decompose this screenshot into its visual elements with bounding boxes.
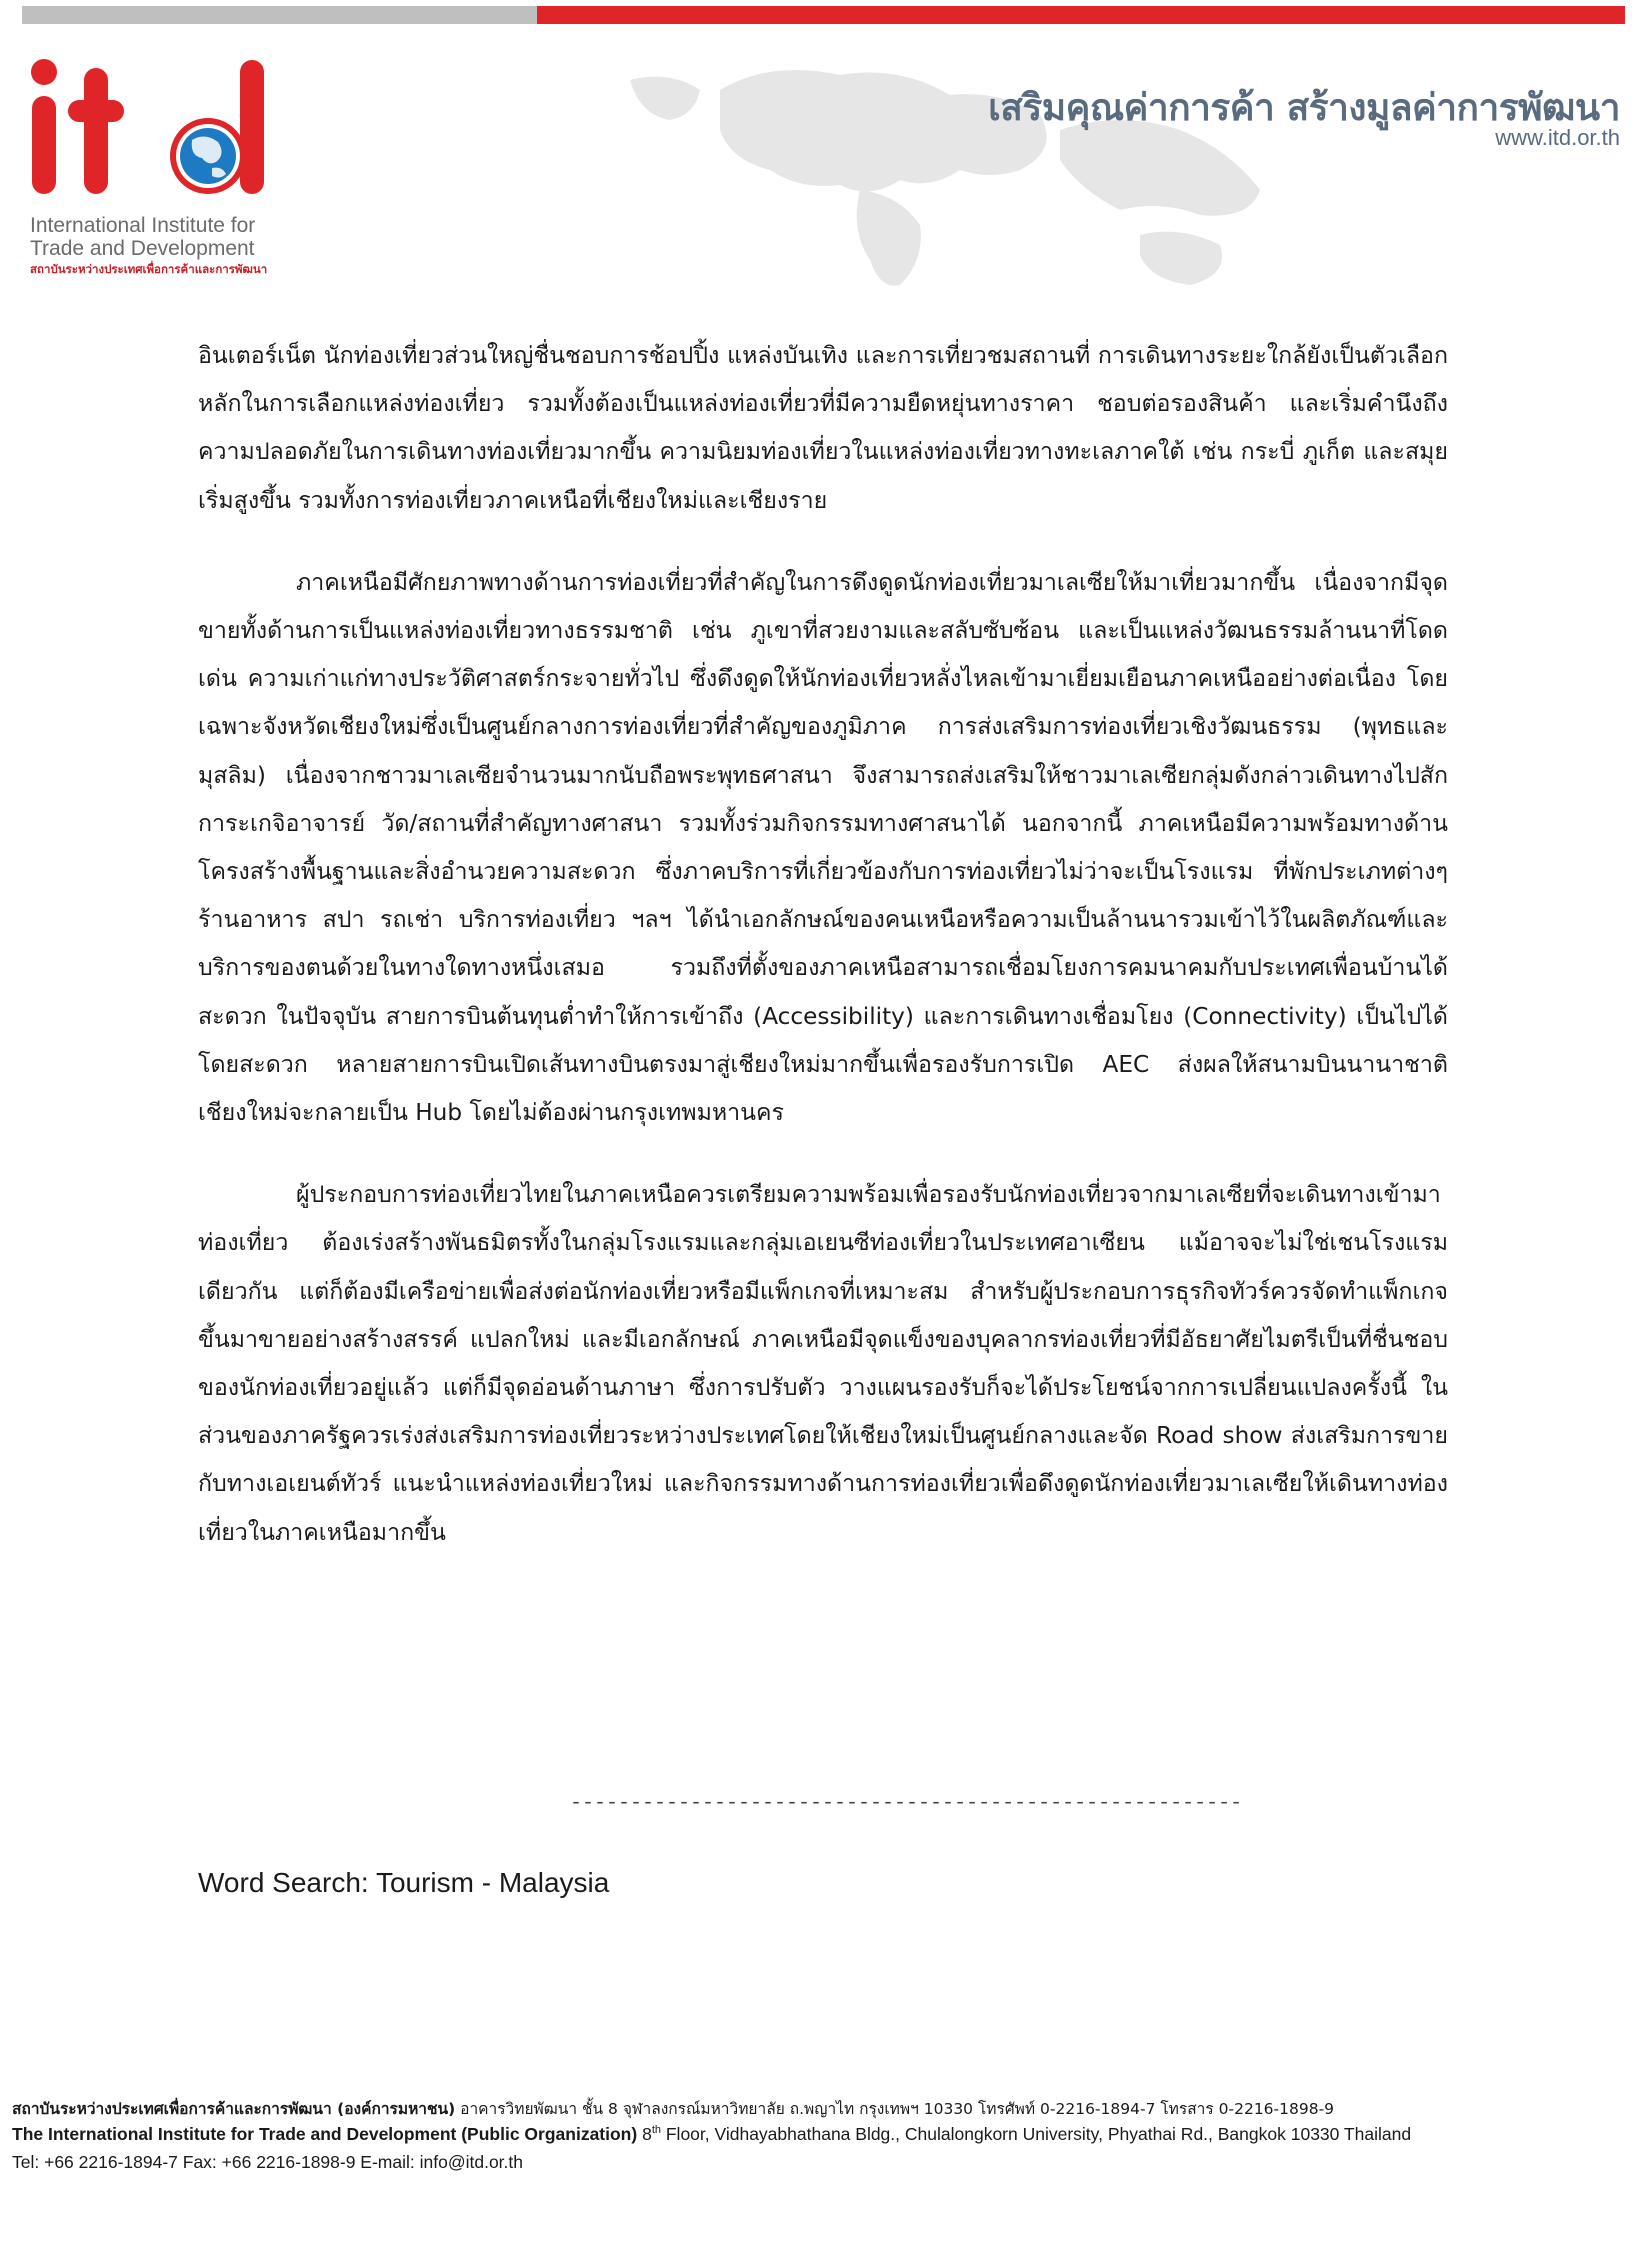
dashed-divider: --------------------------------------------------------	[570, 1792, 1243, 1815]
footer-line-english	[12, 2124, 1642, 2145]
footer-contact: Tel: +66 2216-1894-7 Fax: +66 2216-1898-9 E-mail: info@itd.or.th	[12, 2152, 523, 2172]
footer-floor-number: 8	[637, 2124, 652, 2144]
logo-thai-name: สถาบันระหว่างประเทศเพื่อการค้าและการพัฒนา	[30, 262, 268, 276]
word-search-label: Word Search: Tourism - Malaysia	[198, 1867, 610, 1898]
world-map-watermark	[300, 20, 1280, 300]
footer-english-address: Floor, Vidhayabhathana Bldg., Chulalongkorn University, Phyathai Rd., Bangkok 10330 Thailand	[661, 2124, 1412, 2144]
footer-floor-suffix: th	[651, 2124, 661, 2137]
header-slogan: เสริมคุณค่าการค้า สร้างมูลค่าการพัฒนา	[988, 86, 1620, 129]
paragraph-1: อินเตอร์เน็ต นักท่องเที่ยวส่วนใหญ่ชื่นชอบการช้อปปิ้ง แหล่งบันเทิง และการเที่ยวชมสถานที่ การเดินทางระยะใกล้ยังเป็นตัวเลือกหลักในการเลือกแหล่งท่องเที่ยว รวมทั้งต้องเป็นแหล่งท่องเที่ยวที่มีความยืดหยุ่นทางราคา ชอบต่อรองสินค้า และเริ่มคำนึงถึงความปลอดภัยในการเดินทางท่องเที่ยวมากขึ้น ความนิยมท่องเที่ยวในแหล่งท่องเที่ยวทางทะเลภาคใต้ เช่น กระบี่ ภูเก็ต และสมุย เริ่มสูงขึ้น รวมทั้งการท่องเที่ยวภาคเหนือที่เชียงใหม่และเชียงราย	[198, 342, 1448, 514]
paragraph-2: ภาคเหนือมีศักยภาพทางด้านการท่องเที่ยวที่สำคัญในการดึงดูดนักท่องเที่ยวมาเลเซียให้มาเที่ยวมากขึ้น เนื่องจากมีจุดขายทั้งด้านการเป็นแหล่งท่องเที่ยวทางธรรมชาติ เช่น ภูเขาที่สวยงามและสลับซับซ้อน และเป็นแหล่งวัฒนธรรมล้านนาที่โดดเด่น ความเก่าแก่ทางประวัติศาสตร์กระจายทั่วไป ซึ่งดึงดูดให้นักท่องเที่ยวหลั่งไหลเข้ามาเยี่ยมเยือนภาคเหนืออย่างต่อเนื่อง โดยเฉพาะจังหวัดเชียงใหม่ซึ่งเป็นศูนย์กลางการท่องเที่ยวที่สำคัญของภูมิภาค การส่งเสริมการท่องเที่ยวเชิงวัฒนธรรม (พุทธและมุสลิม) เนื่องจากชาวมาเลเซียจำนวนมากนับถือพระพุทธศาสนา จึงสามารถส่งเสริมให้ชาวมาเลเซียกลุ่มดังกล่าวเดินทางไปสักการะเกจิอาจารย์ วัด/สถานที่สำคัญทางศาสนา รวมทั้งร่วมกิจกรรมทางศาสนาได้ นอกจากนี้ ภาคเหนือมีความพร้อมทางด้านโครงสร้างพื้นฐานและสิ่งอำนวยความสะดวก ซึ่งภาคบริการที่เกี่ยวข้องกับการท่องเที่ยวไม่ว่าจะเป็นโรงแรม ที่พักประเภทต่างๆ ร้านอาหาร สปา รถเช่า บริการท่องเที่ยว ฯลฯ ได้นำเอกลักษณ์ของคนเหนือหรือความเป็นล้านนารวมเข้าไว้ในผลิตภัณฑ์และบริการของตนด้วยในทางใดทางหนึ่งเสมอ รวมถึงที่ตั้งของภาคเหนือสามารถเชื่อมโยงการคมนาคมกับประเทศเพื่อนบ้านได้สะดวก ในปัจจุบัน สายการบินต้นทุนต่ำทำให้การเข้าถึง (Accessibility) และการเดินทางเชื่อมโยง (Connectivity) เป็นไปได้โดยสะดวก หลายสายการบินเปิดเส้นทางบินตรงมาสู่เชียงใหม่มากขึ้นเพื่อรองรับการเปิด AEC ส่งผลให้สนามบินนานาชาติเชียงใหม่จะกลายเป็น Hub โดยไม่ต้องผ่านกรุงเทพมหานคร	[198, 568, 1448, 1127]
article-body	[198, 332, 1448, 1557]
logo-english-line1: International Institute for	[30, 214, 256, 237]
footer-thai-address: อาคารวิทยพัฒนา ชั้น 8 จุฬาลงกรณ์มหาวิทยาลัย ถ.พญาไท กรุงเทพฯ 10330 โทรศัพท์ 0-2216-1894-7 โทรสาร 0-2216-1898-9	[455, 2100, 1335, 2118]
logo-english-line2: Trade and Development	[30, 237, 255, 260]
header-website: www.itd.or.th	[1495, 125, 1620, 150]
footer-thai-org-name: สถาบันระหว่างประเทศเพื่อการค้าและการพัฒนา (องค์การมหาชน)	[12, 2100, 456, 2118]
paragraph-3: ผู้ประกอบการท่องเที่ยวไทยในภาคเหนือควรเตรียมความพร้อมเพื่อรองรับนักท่องเที่ยวจากมาเลเซียที่จะเดินทางเข้ามาท่องเที่ยว ต้องเร่งสร้างพันธมิตรทั้งในกลุ่มโรงแรมและกลุ่มเอเยนซีท่องเที่ยวในประเทศอาเซียน แม้อาจจะไม่ใช่เชนโรงแรมเดียวกัน แต่ก็ต้องมีเครือข่ายเพื่อส่งต่อนักท่องเที่ยวหรือมีแพ็กเกจที่เหมาะสม สำหรับผู้ประกอบการธุรกิจทัวร์ควรจัดทำแพ็กเกจขึ้นมาขายอย่างสร้างสรรค์ แปลกใหม่ และมีเอกลักษณ์ ภาคเหนือมีจุดแข็งของบุคลากรท่องเที่ยวที่มีอัธยาศัยไมตรีเป็นที่ชื่นชอบของนักท่องเที่ยวอยู่แล้ว แต่ก็มีจุดอ่อนด้านภาษา ซึ่งการปรับตัว วางแผนรองรับก็จะได้ประโยชน์จากการเปลี่ยนแปลงครั้งนี้ ในส่วนของภาครัฐควรเร่งส่งเสริมการท่องเที่ยวระหว่างประเทศโดยให้เชียงใหม่เป็นศูนย์กลางและจัด Road show ส่งเสริมการขายกับทางเอเยนต์ทัวร์ แนะนำแหล่งท่องเที่ยวใหม่ และกิจกรรมทางด้านการท่องเที่ยวเพื่อดึงดูดนักท่องเที่ยวมาเลเซียให้เดินทางท่องเที่ยวในภาคเหนือมากขึ้น	[198, 1181, 1448, 1546]
footer-line-thai	[12, 2096, 1642, 2121]
footer-english-org-name: The International Institute for Trade and Development (Public Organization)	[12, 2124, 638, 2144]
